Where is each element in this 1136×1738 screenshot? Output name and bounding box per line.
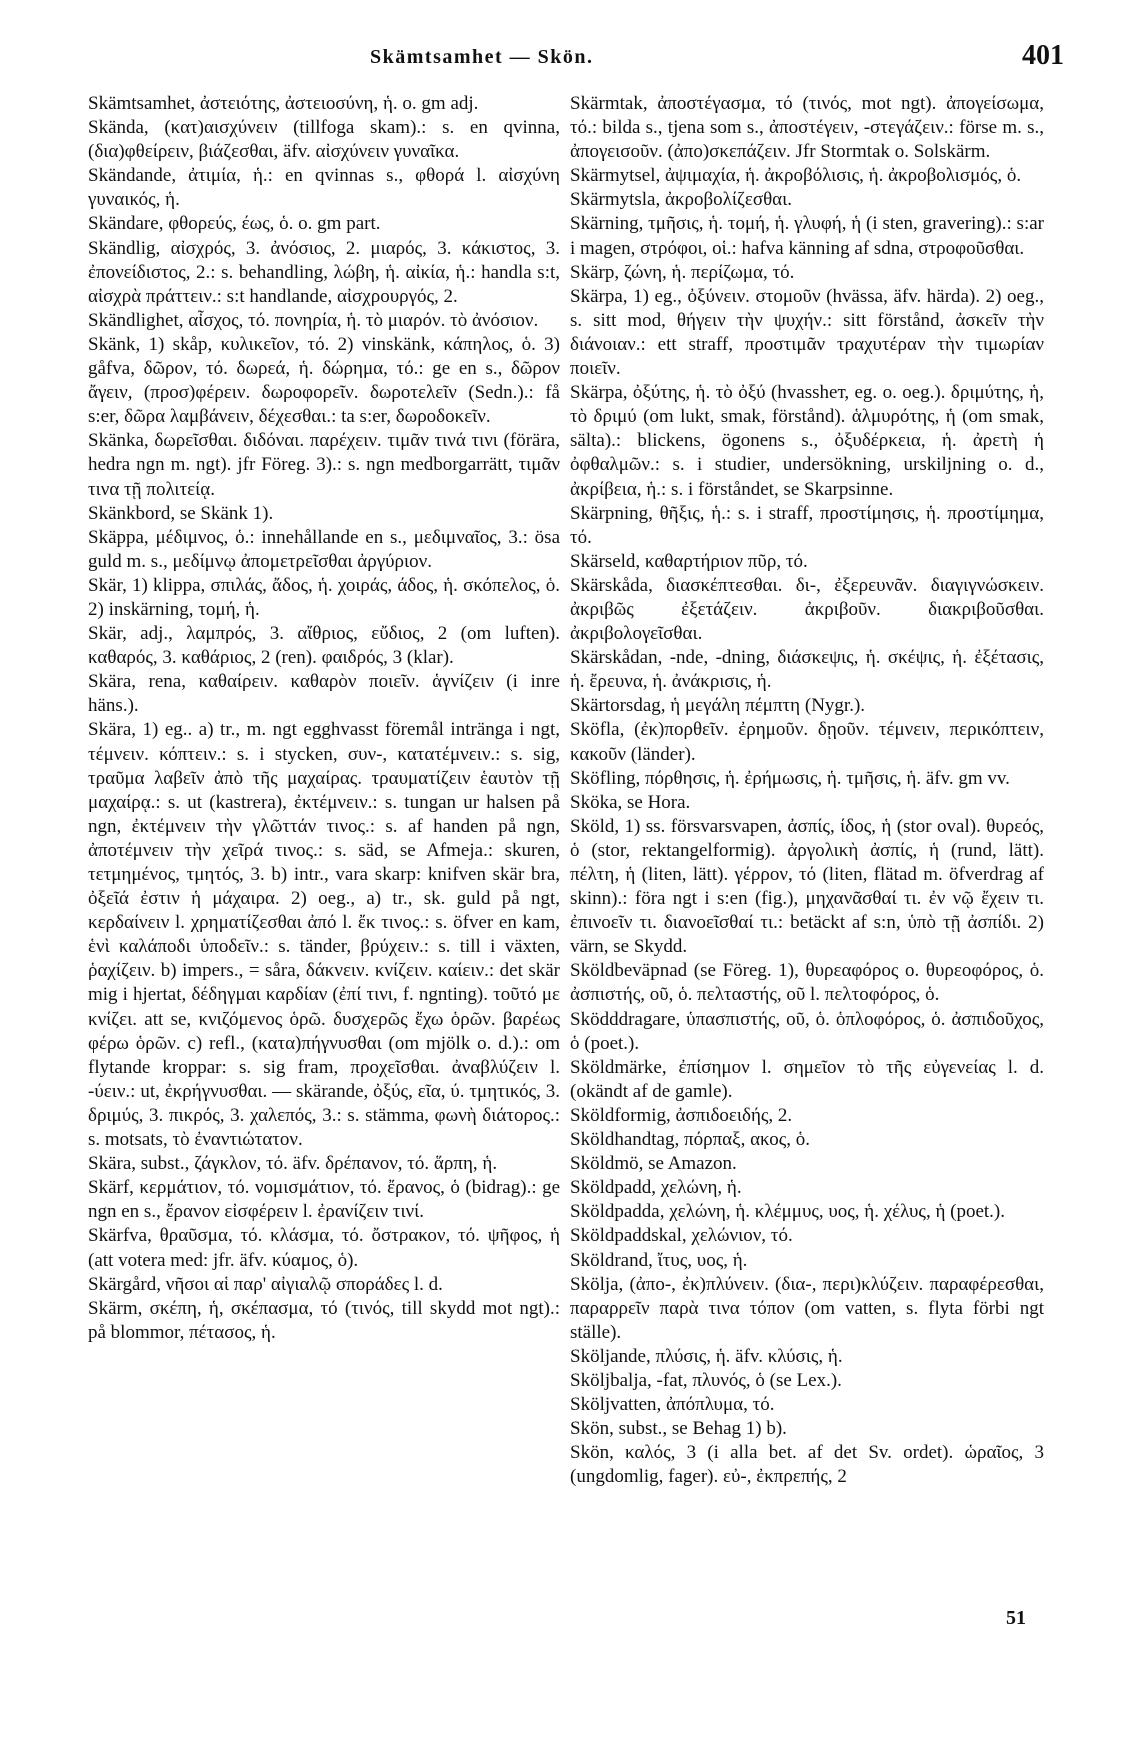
right-column bbox=[570, 92, 1044, 1489]
dictionary-entry: Skära, 1) eg.. a) tr., m. ngt egghvasst föremål inträngа i ngt, τέμνειν. κόπτειν.: s. i stycken, συν-, κατατέμνειν.: s. sig, τραῦμα λαβεῖν ἀπὸ τῆς μαχαίρας. τραυματίζειν ἑαυτὸν τῇ μαχαίρᾳ.: s. ut (kastrera), ἐκτέμνειν.: s. tungan ur halsen på ngn, ἐκτέμνειν τὴν γλῶττάν τινος.: s. af handen på ngn, ἀποτέμνειν τὴν χεῖρά τινος.: s. säd, se Afmeja.: skuren, τετμημένος, τμητός, 3. b) intr., vara skarp: knifven skär bra, ὀξεῖά ἐστιν ἡ μάχαιρα. 2) oeg., a) tr., sk. guld på ngt, κερδαίνειν l. χρηματίζεσθαι ἀπό l. ἔκ τινος.: s. öfver en kam, ἑνὶ καλάποδι ὑποδεῖν.: s. tänder, βρύχειν.: s. till i växten, ῥαχίζειν. b) impers., = såra, δάκνειν. κνίζειν. καίειν.: det skär mig i hjertat, δέδηγμαι καρδίαν (ἐπί τινι, f. ngnting). τοῦτό με κνίζει. att se, κνιζόμενος ὁρῶ. δυσχερῶς ἔχω ὁρῶν. βαρέως φέρω ὁρῶν. c) refl., (κατα)πήγνυσθαι (om mjölk o. d.).: om flytande kroppar: s. sig fram, προχεῖσθαι. ἀναβλύζειν l. -ύειν.: ut, ἐκρήγνυσθαι. — skärande, ὀξύς, εῖα, ύ. τμητικός, 3. δριμύς, 3. πικρός, 3. χαλεπός, 3.: s. stämma, φωνὴ διάτορος.: s. motsats, τὸ ἐναντιώτατον. bbox=[88, 719, 560, 1151]
dictionary-entry: Skärning, τμῆσις, ἡ. τομή, ἡ. γλυφή, ἡ (i sten, gravering).: s:ar i magen, στρόφοι, οἱ.: hafva känning af sdna, στροφοῦσθαι. bbox=[570, 213, 1044, 259]
dictionary-entry: Skärskåda, διασκέπτεσθαι. δι-, ἐξερευνᾶν. διαγιγνώσκειν. ἀκριβῶς ἐξετάζειν. ἀκριβοῦν. διακριβοῦσθαι. ἀκριβολογεῖσθαι. bbox=[570, 574, 1044, 645]
dictionary-entry: Skärseld, καθαρτήριον πῦρ, τό. bbox=[570, 550, 808, 572]
dictionary-entry: Skärp, ζώνη, ἡ. περίζωμα, τό. bbox=[570, 261, 795, 283]
page-title: Skämtsamhet — Skön. bbox=[370, 46, 594, 68]
dictionary-entry: Skändlig, αἰσχρός, 3. ἀνόσιος, 2. μιαρός, 3. κάκιστος, 3. ἐπονείδιστος, 2.: s. behandling, λώβη, ἡ. αἰκία, ἡ.: handla s:t, αἰσχρὰ πράττειν.: s:t handlande, αἰσχρουργός, 2. bbox=[88, 237, 560, 307]
dictionary-entry: Sköldrand, ἴτυς, υος, ἡ. bbox=[570, 1249, 748, 1271]
dictionary-entry: Sköldformig, ἀσπιδοειδής, 2. bbox=[570, 1104, 793, 1126]
dictionary-entry: Skända, (κατ)αισχύνειν (tillfoga skam).: s. en qvinna, (δια)φθείρειν, βιάζεσθαι, äfv. αἰσχύνειν γυναῖκα. bbox=[88, 117, 560, 163]
dictionary-entry: Sköldpadd, χελώνη, ἡ. bbox=[570, 1177, 742, 1199]
dictionary-entry: Skändlighet, αἶσχος, τό. πονηρία, ἡ. τὸ μιαρόν. τὸ ἀνόσιον. bbox=[88, 309, 539, 331]
dictionary-entry: Skänkbord, se Skänk 1). bbox=[88, 502, 274, 524]
dictionary-entry: Sköljbalja, -fat, πλυνός, ὁ (se Lex.). bbox=[570, 1369, 842, 1391]
page-number: 401 bbox=[1022, 40, 1064, 71]
dictionary-entry: Skära, rena, καθαίρειν. καθαρὸν ποιεῖν. ἁγνίζειν (i inre häns.). bbox=[88, 671, 560, 717]
dictionary-entry: Skärmytsla, ἀκροβολίζεσθαι. bbox=[570, 189, 792, 211]
dictionary-entry: Sködddragare, ὑπασπιστής, οῦ, ὁ. ὁπλοφόρος, ὁ. ἀσπιδοῦχος, ὁ (poet.). bbox=[570, 1008, 1044, 1054]
dictionary-entry: Skärm, σκέπη, ἡ, σκέπασμα, τό (τινός, till skydd mot ngt).: på blommor, πέτασος, ἡ. bbox=[88, 1297, 560, 1343]
dictionary-entry: Sköldmö, se Amazon. bbox=[570, 1153, 737, 1175]
dictionary-entry: Sköldhandtag, πόρπαξ, ακος, ὁ. bbox=[570, 1129, 810, 1151]
dictionary-entry: Sköldmärke, ἐπίσημον l. σημεῖον τὸ τῆς εὐγενείας l. d. (okändt af de gamle). bbox=[570, 1056, 1044, 1102]
dictionary-entry: Skär, 1) klippa, σπιλάς, ἄδος, ἡ. χοιράς, άδος, ἡ. σκόπελος, ὁ. 2) inskärning, τομή, ἡ. bbox=[88, 574, 560, 620]
dictionary-entry: Sköldpadda, χελώνη, ἡ. κλέμμυς, υος, ἡ. χέλυς, ἡ (poet.). bbox=[570, 1201, 1006, 1223]
left-column bbox=[88, 92, 560, 1345]
dictionary-entry: Sköldbeväpnad (se Föreg. 1), θυρεαφόρος o. θυρεοφόρος, ὁ. ἀσπιστής, οῦ, ὁ. πελταστής, οῦ l. πελτοφόρος, ὁ. bbox=[570, 960, 1044, 1006]
dictionary-entry: Skön, subst., se Behag 1) b). bbox=[570, 1418, 787, 1440]
dictionary-entry: Skölja, (ἀπο-, ἐκ)πλύνειν. (δια-, περι)κλύζειν. παραφέρεσθαι, παραρρεῖν παρὰ τινα τόπον (om vatten, s. flyta förbi ngt ställe). bbox=[570, 1273, 1044, 1343]
dictionary-entry: Sköfling, πόρθησις, ἡ. ἐρήμωσις, ἡ. τμῆσις, ἡ. äfv. gm vv. bbox=[570, 767, 1010, 789]
dictionary-entry: Sköljvatten, ἀπόπλυμα, τό. bbox=[570, 1394, 775, 1416]
dictionary-entry: Skärgård, νῆσοι αἱ παρ' αἰγιαλῷ σποράδες l. d. bbox=[88, 1273, 443, 1295]
dictionary-entry: Skärpning, θῆξις, ἡ.: s. i straff, προστίμησις, ἡ. προστίμημα, τό. bbox=[570, 502, 1044, 548]
dictionary-entry: Skärpa, 1) eg., ὀξύνειν. στομοῦν (hvässa, äfv. härda). 2) oeg., s. sitt mod, θήγειν τὴν ψυχήν.: sitt förstånd, ἀσκεῖν τὴν διάνοιαν.: ett straff, προστιμᾶν τραχυτέραν τὴν τιμωρίαν ποιεῖν. bbox=[570, 285, 1044, 380]
dictionary-entry: Skänka, δωρεῖσθαι. διδόναι. παρέχειν. τιμᾶν τινά τινι (förära, hedra ngn m. ngt). jfr Föreg. 3).: s. ngn medborgarrätt, τιμᾶν τινα τῇ πολιτείᾳ. bbox=[88, 430, 560, 500]
dictionary-entry: Skärf, κερμάτιον, τό. νομισμάτιον, τό. ἔρανος, ὁ (bidrag).: ge ngn en s., ἔρανον εἰσφέρειν l. ἐρανίζειν τινί. bbox=[88, 1177, 560, 1223]
dictionary-entry: Sköldpaddskal, χελώνιον, τό. bbox=[570, 1225, 793, 1247]
dictionary-entry: Skärmytsel, ἀψιμαχία, ἡ. ἀκροβόλισις, ἡ. ἀκροβολισμός, ὁ. bbox=[570, 165, 1022, 187]
dictionary-entry: Sköld, 1) ss. försvarsvapen, ἀσπίς, ίδος, ἡ (stor oval). θυρεός, ὁ (stor, rektangelformig). ἀργολικὴ ἀσπίς, ἡ (rund, lätt). πέλτη, ἡ (liten, lätt). γέρρον, τό (liten, flätad m. öfverdrag af skinn).: föra ngt i s:en (fig.), μηχανᾶσθαί τι. ἐν νῷ ἔχειν τι. ἐπινοεῖν τι. διανοεῖσθαί τι.: betäckt af s:n, ὑπὸ τῇ ἀσπίδι. 2) värn, se Skydd. bbox=[570, 815, 1044, 958]
dictionary-entry: Sköfla, (ἐκ)πορθεῖν. ἐρημοῦν. δῃοῦν. τέμνειν, περικόπτειν, κακοῦν (länder). bbox=[570, 719, 1044, 765]
dictionary-entry: Skärskådan, -nde, -dning, διάσκεψις, ἡ. σκέψις, ἡ. ἐξέτασις, ἡ. ἔρευνα, ἡ. ἀνάκρισις, ἡ. bbox=[570, 647, 1044, 693]
signature-mark: 51 bbox=[1006, 1607, 1026, 1629]
dictionary-entry: Skändare, φθορεύς, έως, ὁ. o. gm part. bbox=[88, 213, 381, 235]
running-head bbox=[0, 40, 1136, 86]
dictionary-entry: Skämtsamhet, ἀστειότης, ἀστειοσύνη, ἡ. o. gm adj. bbox=[88, 93, 479, 114]
dictionary-entry: Skärfva, θραῦσμα, τό. κλάσμα, τό. ὄστρακον, τό. ψῆφος, ἡ (att votera med: jfr. äfv. κύαμος, ὁ). bbox=[88, 1225, 560, 1271]
dictionary-entry: Sköljande, πλύσις, ἡ. äfv. κλύσις, ἡ. bbox=[570, 1345, 843, 1367]
dictionary-entry: Skärtorsdag, ἡ μεγάλη πέμπτη (Nygr.). bbox=[570, 695, 866, 717]
dictionary-entry: Skära, subst., ζάγκλον, τό. äfv. δρέπανον, τό. ἅρπη, ἡ. bbox=[88, 1153, 498, 1175]
dictionary-entry: Skänk, 1) skåp, κυλικεῖον, τό. 2) vinskänk, κάπηλος, ὁ. 3) gåfva, δῶρον, τό. δωρεά, ἡ. δώρημα, τό.: ge en s., δῶρον ἄγειν, (προσ)φέρειν. δωροφορεῖν. δωροτελεῖν (Sedn.).: få s:er, δῶρα λαμβάνειν, δέχεσθαι.: ta s:er, δωροδοκεῖν. bbox=[88, 333, 560, 428]
dictionary-entry: Skärpa, ὀξύτης, ἡ. τὸ ὀξύ (hvassheт, eg. o. oeg.). δριμύτης, ἡ, τὸ δριμύ (om lukt, smak, förstånd). ἁλμυρότης, ἡ (om smak, sälta).: blickens, ögonens s., ὀξυδέρκεια, ἡ. ἀρετὴ ἡ ὀφθαλμῶν.: s. i studier, undersökning, urskiljning o. d., ἀκρίβεια, ἡ.: s. i förståndet, se Skarpsinne. bbox=[570, 382, 1044, 500]
dictionary-entry: Skär, adj., λαμπρός, 3. αἴθριος, εὔδιος, 2 (om luften). καθαρός, 3. καθάριος, 2 (ren). φαιδρός, 3 (klar). bbox=[88, 623, 560, 669]
dictionary-entry: Skäppa, μέδιμνος, ὁ.: innehållande en s., μεδιμναῖος, 3.: ösa guld m. s., μεδίμνῳ ἀπομετρεῖσθαι ἀργύριον. bbox=[88, 526, 560, 572]
dictionary-entry: Skändande, ἀτιμία, ἡ.: en qvinnas s., φθορά l. αἰσχύνη γυναικός, ἡ. bbox=[88, 165, 560, 211]
dictionary-entry: Sköka, se Hora. bbox=[570, 791, 691, 813]
dictionary-entry: Skärmtak, ἀποστέγασμα, τό (τινός, mot ngt). ἀπογείσωμα, τό.: bilda s., tjena som s., ἀποστέγειν, -στεγάζειν.: förse m. s., ἀπογεισοῦν. (ἀπο)σκεπάζειν. Jfr Stormtak o. Solskärm. bbox=[570, 93, 1044, 163]
dictionary-entry: Skön, καλός, 3 (i alla bet. af det Sv. ordet). ὡραῖος, 3 (ungdomlig, fager). εὐ-, ἐκπρεπής, 2 bbox=[570, 1442, 1044, 1488]
